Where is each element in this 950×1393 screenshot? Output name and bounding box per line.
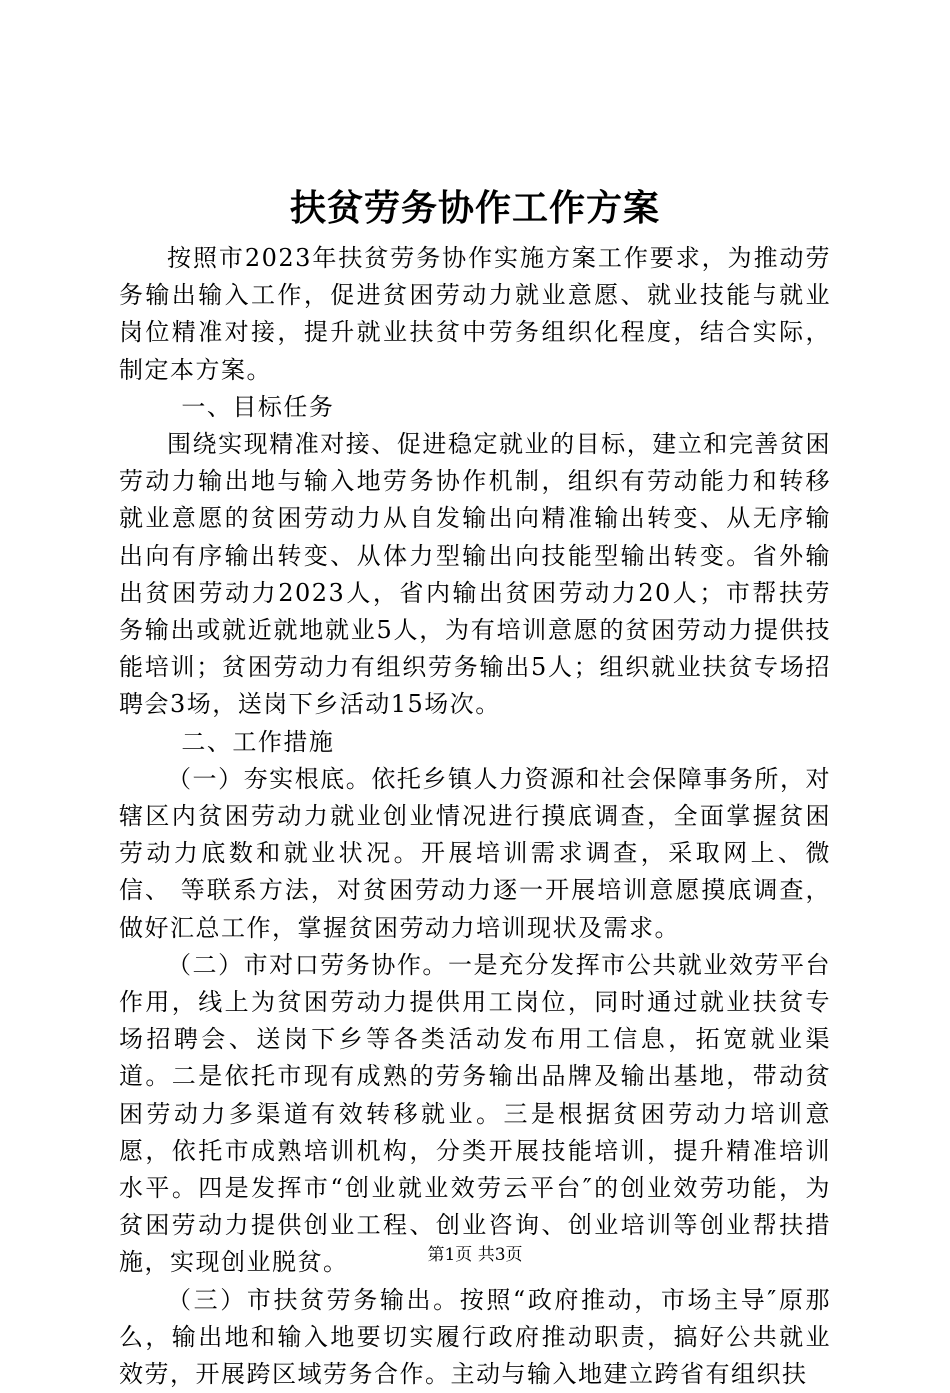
section-heading-goals: 一、目标任务 xyxy=(181,392,335,421)
paragraph-measure-3: （三）市扶贫劳务输出。按照“政府推动，市场主导″原那么，输出地和输入地要切实履行政府推动职责，搞好公共就业效劳，开展跨区域劳务合作。主动与输入地建立跨省有组织扶 xyxy=(119,1285,831,1389)
paragraph-measure-1: （一）夯实根底。依托乡镇人力资源和社会保障事务所，对辖区内贫困劳动力就业创业情况进行摸底调查，全面掌握贫困劳动力底数和就业状况。开展培训需求调查，采取网上、微信、 等联系方法，对贫困劳动力逐一开展培训意愿摸底调查，做好汇总工作，掌握贫困劳动力培训现状及需求。 xyxy=(119,764,831,942)
page-number-footer: 第1页 共3页 xyxy=(427,1245,523,1265)
document-body xyxy=(119,240,831,1393)
section-heading-measures: 二、工作措施 xyxy=(181,727,335,756)
paragraph-goals: 围绕实现精准对接、促进稳定就业的目标，建立和完善贫困劳动力输出地与输入地劳务协作机制，组织有劳动能力和转移就业意愿的贫困劳动力从自发输出向精准输出转变、从无序输出向有序输出转变、从体力型输出向技能型输出转变。省外输出贫困劳动力2023人，省内输出贫困劳动力20人；市帮扶劳务输出或就近就地就业5人，为有培训意愿的贫困劳动力提供技能培训；贫困劳动力有组织劳务输出5人；组织就业扶贫专场招聘会3场，送岗下乡活动15场次。 xyxy=(119,430,831,719)
document-title: 扶贫劳务协作工作方案 xyxy=(289,187,660,229)
paragraph-measure-2: （二）市对口劳务协作。一是充分发挥市公共就业效劳平台作用，线上为贫困劳动力提供用工岗位，同时通过就业扶贫专场招聘会、送岗下乡等各类活动发布用工信息，拓宽就业渠道。二是依托市现有成熟的劳务输出品牌及输出基地，带动贫困劳动力多渠道有效转移就业。三是根据贫困劳动力培训意愿，依托市成熟培训机构，分类开展技能培训，提升精准培训水平。四是发挥市“创业就业效劳云平台″的创业效劳功能，为贫困劳动力提供创业工程、创业咨询、创业培训等创业帮扶措施，实现创业脱贫。 xyxy=(119,950,831,1277)
paragraph-intro: 按照市2023年扶贫劳务协作实施方案工作要求，为推动劳务输出输入工作，促进贫困劳动力就业意愿、就业技能与就业岗位精准对接，提升就业扶贫中劳务组织化程度，结合实际，制定本方案。 xyxy=(119,244,831,384)
